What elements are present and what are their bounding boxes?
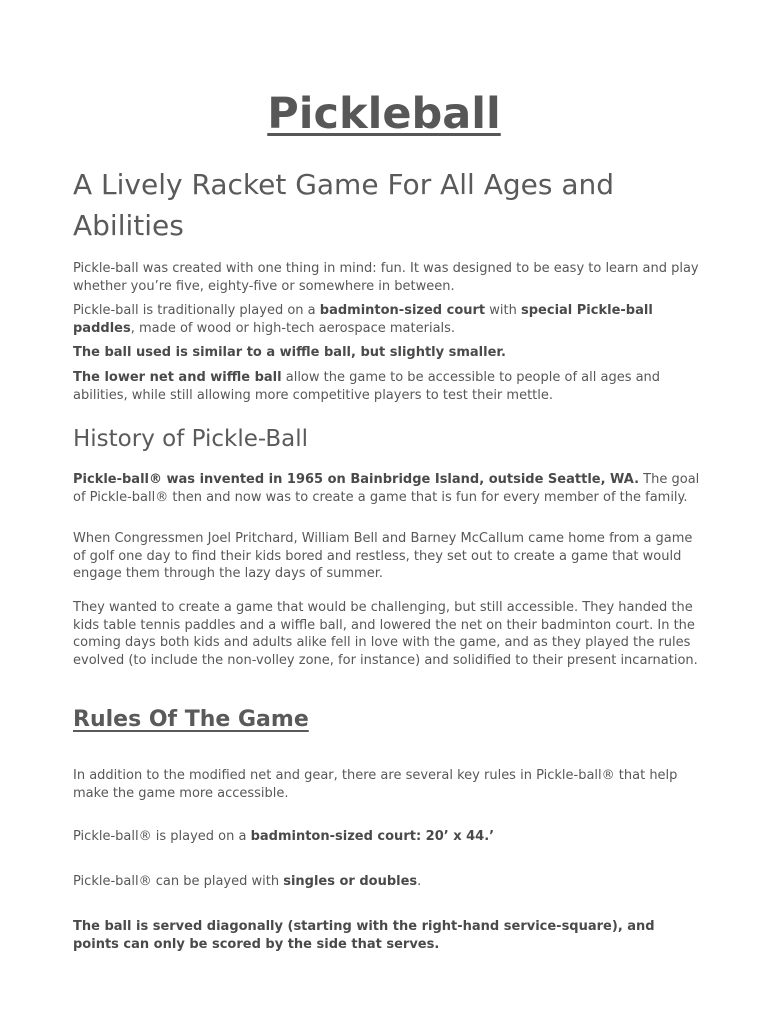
history-paragraph-3: They wanted to create a game that would be challenging, but still accessible. They handed the kids table tennis paddles and a wiffle ball, and lowered the net on their badminton court. In the coming days both kids and adults alike fell in love with the game, and as they played the rules evolved (to include the non-volley zone, for instance) and solidified to their present incarnation. bbox=[73, 600, 698, 668]
rules-p3-text-a: Pickle-ball® can be played with bbox=[73, 874, 284, 889]
intro-p2-text-a: Pickle-ball is traditionally played on a bbox=[73, 303, 320, 318]
page-title: Pickleball bbox=[267, 89, 501, 139]
rules-paragraph-1: In addition to the modified net and gear, there are several key rules in Pickle-ball® that help make the game more accessible. bbox=[73, 768, 678, 801]
rules-p3-text-c: . bbox=[417, 874, 422, 889]
intro-p4-text: allow the game to be accessible to people of all ages and abilities, while still allowing more competitive players to test their mettle. bbox=[73, 370, 661, 403]
rules-p2-text: Pickle-ball® is played on a bbox=[73, 829, 251, 844]
intro-p2-bold-court: badminton-sized court bbox=[319, 303, 486, 318]
intro-paragraph-3 bbox=[73, 344, 703, 362]
intro-paragraph-2 bbox=[73, 302, 703, 337]
intro-p2-text-c: with bbox=[485, 303, 521, 318]
intro-paragraph-4 bbox=[73, 369, 703, 404]
page-subtitle: A Lively Racket Game For All Ages and Abilities bbox=[73, 168, 615, 242]
rules-p2-bold: badminton-sized court: 20’ x 44.’ bbox=[250, 829, 495, 844]
history-heading: History of Pickle-Ball bbox=[73, 426, 309, 452]
history-paragraph-1 bbox=[73, 471, 703, 506]
rules-paragraph-2 bbox=[73, 828, 703, 846]
history-paragraph-2: When Congressmen Joel Pritchard, William Bell and Barney McCallum came home from a game of golf one day to find their kids bored and restless, they set out to create a game that would engage them through the lazy days of summer. bbox=[73, 531, 693, 581]
intro-p3-bold: The ball used is similar to a wiffle ball, but slightly smaller. bbox=[73, 345, 506, 360]
rules-paragraph-4 bbox=[73, 918, 703, 953]
rules-heading: Rules Of The Game bbox=[73, 707, 309, 732]
rules-p3-bold: singles or doubles bbox=[283, 874, 418, 889]
history-p1-bold: Pickle-ball® was invented in 1965 on Bainbridge Island, outside Seattle, WA. bbox=[73, 472, 640, 487]
history-p1-text: The goal of Pickle-ball® then and now was to create a game that is fun for every member of the family. bbox=[73, 472, 700, 505]
intro-p2-text-e: , made of wood or high-tech aerospace materials. bbox=[130, 320, 456, 336]
rules-p4-bold: The ball is served diagonally (starting with the right-hand service-square), and points can only be scored by the side that serves. bbox=[73, 919, 655, 952]
intro-paragraph-1: Pickle-ball was created with one thing in mind: fun. It was designed to be easy to learn and play whether you’re five, eighty-five or somewhere in between. bbox=[73, 261, 699, 294]
intro-p2-bold-paddles: special Pickle-ball paddles bbox=[73, 303, 653, 336]
intro-p4-bold: The lower net and wiffle ball bbox=[73, 370, 282, 385]
rules-paragraph-3 bbox=[73, 873, 703, 891]
